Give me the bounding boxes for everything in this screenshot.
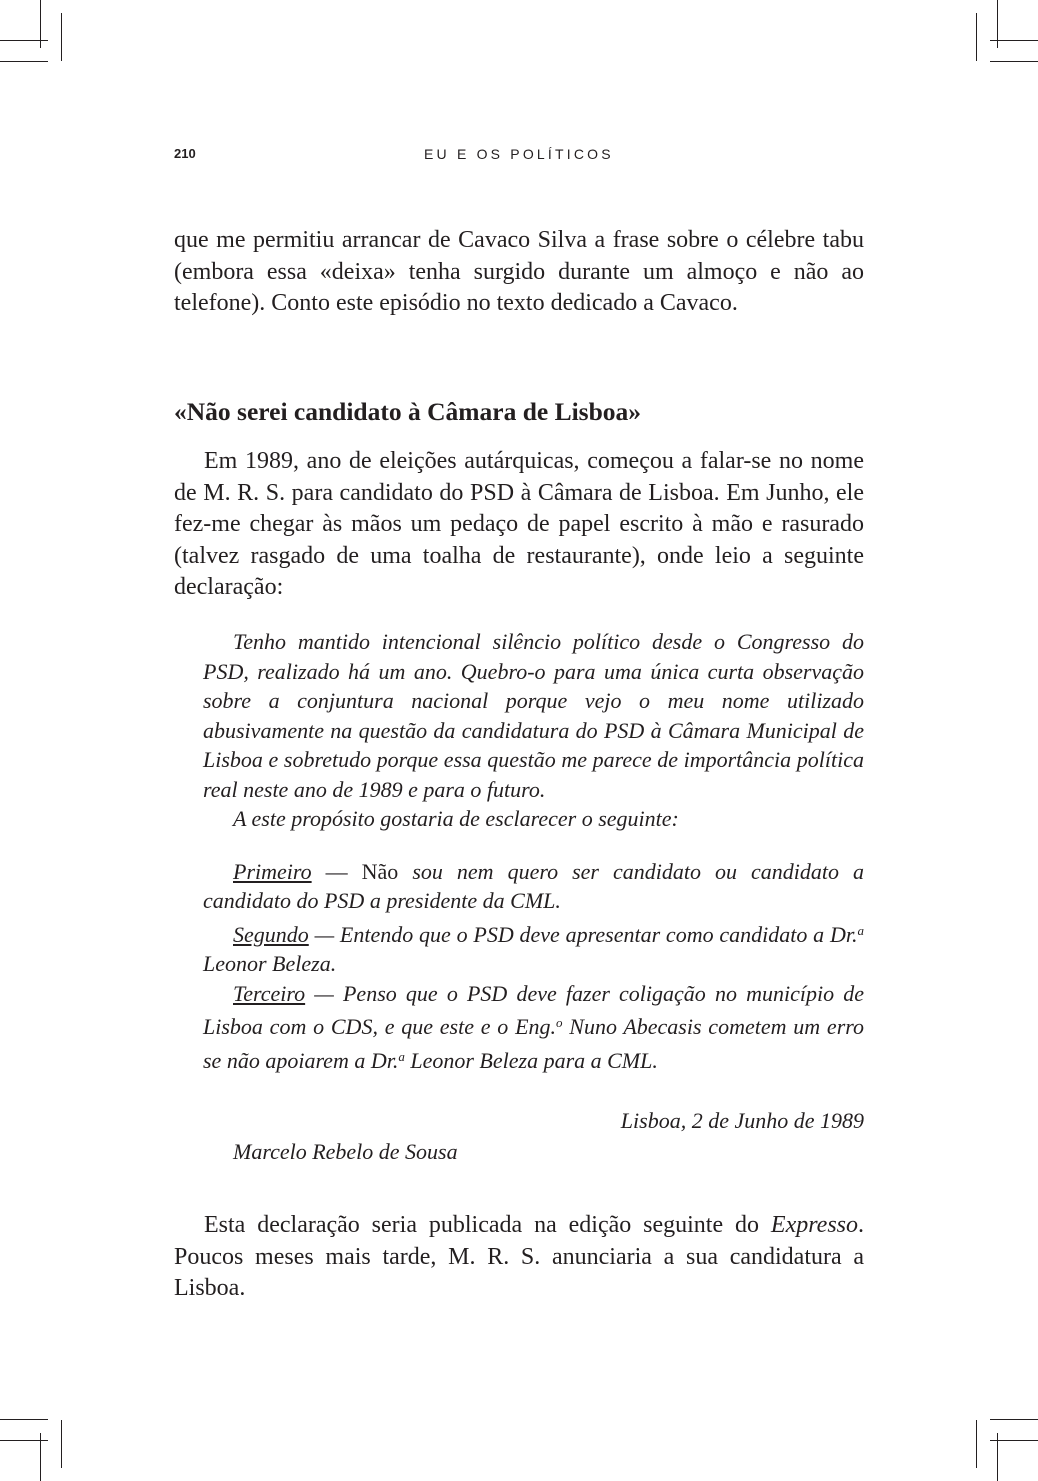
declaration-lead-in: A este propósito gostaria de esclarecer o seguinte: bbox=[233, 806, 679, 831]
point-3-superscript: a bbox=[398, 1048, 405, 1064]
publication-name: Expresso bbox=[770, 1212, 858, 1238]
declaration-point-1 bbox=[203, 857, 864, 916]
point-2-label: Segundo bbox=[233, 921, 309, 947]
point-2-text: — Entendo que o PSD deve apresentar como candidato a Dr. bbox=[308, 921, 858, 947]
crop-mark bbox=[990, 61, 1038, 62]
crop-mark bbox=[0, 1419, 48, 1420]
declaration-signature: Marcelo Rebelo de Sousa bbox=[233, 1139, 458, 1164]
point-1-text: sou nem quero ser candidato ou candidato a candidato do PSD a presidente da CML. bbox=[203, 858, 865, 913]
running-head bbox=[174, 146, 864, 166]
crop-mark bbox=[990, 1419, 1038, 1420]
crop-mark bbox=[40, 1433, 41, 1481]
crop-mark bbox=[40, 0, 41, 48]
closing-text-after: . Poucos meses mais tarde, M. R. S. anunciaria a sua candidatura a Lisboa. bbox=[174, 1212, 864, 1301]
declaration-place-date: Lisboa, 2 de Junho de 1989 bbox=[620, 1108, 864, 1133]
point-2-text-end: Leonor Beleza. bbox=[203, 951, 337, 976]
point-1-separator: — Não bbox=[311, 858, 413, 884]
crop-mark bbox=[976, 13, 977, 61]
declaration-quote bbox=[203, 627, 864, 1075]
intro-paragraph: que me permitiu arrancar de Cavaco Silva a frase sobre o célebre tabu (embora essa «deixa» tenha surgido durante um almoço e não ao telefone). Conto este episódio no texto dedicado a Cavaco. bbox=[174, 227, 864, 316]
point-3-text-mid: Nuno Abecasis cometem um erro se não apoiarem a Dr. bbox=[203, 1014, 864, 1073]
declaration-point-2 bbox=[203, 916, 864, 979]
declaration-opening: Tenho mantido intencional silêncio político desde o Congresso do PSD, realizado há um ano. Quebro-o para uma única curta observação sobre a conjuntura nacional porque vejo o meu nome utilizado abusivamente na questão da candidatura do PSD à Câmara Municipal de Lisboa e sobretudo porque essa questão me parece de importância política real neste ano de 1989 e para o futuro. bbox=[203, 629, 864, 802]
point-3-text: — Penso que o PSD deve fazer coligação no município de Lisboa com o CDS, e que este e o Eng. bbox=[203, 980, 864, 1039]
section-heading: «Não serei candidato à Câmara de Lisboa» bbox=[174, 397, 642, 426]
crop-mark bbox=[997, 1433, 998, 1481]
crop-mark bbox=[0, 61, 48, 62]
closing-text-before: Esta declaração seria publicada na edição seguinte do bbox=[204, 1212, 771, 1238]
crop-mark bbox=[976, 1420, 977, 1468]
section-paragraph: Em 1989, ano de eleições autárquicas, começou a falar-se no nome de M. R. S. para candidato do PSD à Câmara de Lisboa. Em Junho, ele fez-me chegar às mãos um pedaço de papel escrito à mão e rasurado (talvez rasgado de uma toalha de restaurante), onde leio a seguinte declaração: bbox=[174, 448, 864, 600]
point-3-label: Terceiro bbox=[233, 980, 306, 1006]
point-3-text-end: Leonor Beleza para a CML. bbox=[404, 1047, 658, 1073]
running-title: EU E OS POLÍTICOS bbox=[424, 146, 614, 162]
point-1-label: Primeiro bbox=[233, 858, 312, 884]
closing-paragraph bbox=[174, 1210, 864, 1305]
crop-mark bbox=[61, 1420, 62, 1468]
crop-mark bbox=[61, 13, 62, 61]
declaration-point-3 bbox=[203, 979, 864, 1076]
point-3-superscript: o bbox=[556, 1015, 563, 1030]
crop-mark bbox=[997, 0, 998, 48]
page-number: 210 bbox=[174, 146, 196, 161]
point-2-superscript: a bbox=[857, 922, 864, 938]
